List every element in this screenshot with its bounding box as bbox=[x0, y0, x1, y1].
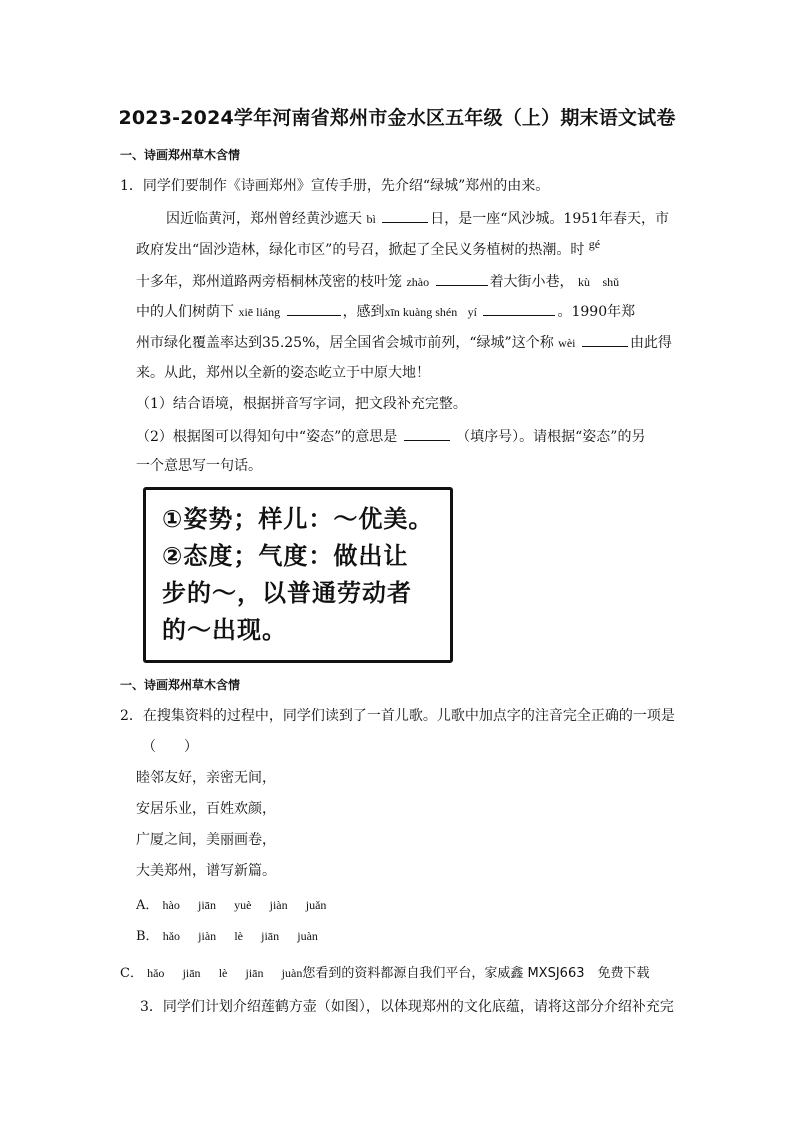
pinyin-yi: yí bbox=[467, 305, 478, 319]
q1-text: 州市绿化覆盖率达到35.25%，居全国省会城市前列，“绿城”这个称 bbox=[136, 335, 554, 351]
source-notice: 您看到的资料都源自我们平台，家威鑫 MXSJ663 免费下载 bbox=[302, 966, 650, 981]
choice-c[interactable] bbox=[120, 962, 649, 981]
q1-passage-line-1 bbox=[166, 208, 669, 229]
q1-text: 日，是一座“风沙城。1951年春天，市 bbox=[430, 211, 670, 227]
q1-text: 政府发出“固沙造林，绿化市区”的号召，掀起了全民义务植树的热潮。时 bbox=[136, 242, 585, 258]
pinyin-ge: gé bbox=[588, 237, 601, 251]
q1-text: ，感到 bbox=[342, 304, 385, 320]
q1-text: 由此得 bbox=[629, 335, 672, 351]
poem-line: 广厦之间，美丽画卷， bbox=[136, 832, 276, 848]
q2-answer-paren[interactable]: （ ） bbox=[142, 739, 198, 755]
poem-line: 安居乐业，百姓欢颜， bbox=[136, 801, 276, 817]
q2-stem: 2．在搜集资料的过程中，同学们读到了一首儿歌。儿歌中加点字的注音完全正确的一项是 bbox=[120, 708, 675, 724]
pinyin-bi: bì bbox=[366, 212, 376, 226]
q1-passage-line-6: 来。从此，郑州以全新的姿态屹立于中原大地！ bbox=[136, 365, 430, 381]
choice-pinyin: jiàn bbox=[269, 898, 288, 912]
section-heading-2: 一、诗画郑州草木含情 bbox=[120, 678, 241, 692]
choice-pinyin: juǎn bbox=[305, 898, 327, 912]
choice-pinyin: jiān bbox=[182, 966, 201, 980]
choice-pinyin: hào bbox=[162, 898, 180, 912]
choice-pinyin: juàn bbox=[297, 929, 318, 943]
choice-pinyin: jiān bbox=[198, 898, 216, 912]
poem-line: 大美郑州，谱写新篇。 bbox=[136, 863, 276, 879]
pinyin-ku: kù bbox=[578, 275, 591, 289]
pinyin-xinkuangshen: xīn kuàng shén bbox=[384, 305, 458, 319]
answer-blank-bi[interactable] bbox=[382, 208, 428, 223]
q1-stem: 1．同学们要制作《诗画郑州》宣传手册，先介绍“绿城”郑州的由来。 bbox=[120, 178, 550, 194]
choice-pinyin: jiān bbox=[245, 966, 264, 980]
q1-text: 因近临黄河，郑州曾经黄沙遮天 bbox=[166, 211, 362, 227]
q1-passage-line-4 bbox=[136, 301, 635, 322]
choice-label: A． bbox=[136, 898, 159, 913]
definition-line: ①姿势；样儿：～优美。 bbox=[162, 505, 434, 533]
q1-subquestion-2 bbox=[136, 426, 645, 447]
q1-text: 十多年，郑州道路两旁梧桐林茂密的枝叶笼 bbox=[136, 274, 402, 290]
choice-pinyin: lè bbox=[234, 929, 243, 943]
choice-pinyin: hǎo bbox=[147, 966, 165, 980]
definition-line: ②态度；气度：做出让 bbox=[162, 542, 409, 570]
pinyin-shu: shǔ bbox=[602, 275, 620, 289]
choice-pinyin: hǎo bbox=[162, 929, 181, 943]
choice-label: B． bbox=[136, 929, 159, 944]
pinyin-xieliang: xiē liáng bbox=[238, 305, 281, 319]
answer-blank-xieliang[interactable] bbox=[287, 301, 341, 316]
q1-subquestion-2-cont: 一个意思写一句话。 bbox=[136, 458, 262, 474]
q1-passage-line-5 bbox=[136, 332, 672, 353]
definition-line: 的～出现。 bbox=[162, 616, 287, 644]
q1-passage-line-3 bbox=[136, 271, 619, 292]
answer-blank-wei[interactable] bbox=[582, 332, 628, 347]
choice-pinyin: juàn bbox=[281, 966, 303, 980]
answer-blank-zhao[interactable] bbox=[436, 271, 488, 286]
choice-pinyin: yuè bbox=[234, 898, 252, 912]
answer-blank-xinkuangshenyi[interactable] bbox=[483, 301, 555, 316]
exam-title: 2023-2024学年河南省郑州市金水区五年级（上）期末语文试卷 bbox=[118, 107, 676, 129]
definition-figure bbox=[143, 487, 453, 663]
section-heading-1: 一、诗画郑州草木含情 bbox=[120, 148, 241, 162]
pinyin-zhao: zhào bbox=[406, 275, 430, 289]
answer-blank-sub2[interactable] bbox=[404, 426, 450, 441]
q1-text: 。1990年郑 bbox=[557, 304, 636, 320]
pinyin-wei: wèi bbox=[558, 336, 576, 350]
choice-pinyin: jiān bbox=[261, 929, 280, 943]
choice-pinyin: jiàn bbox=[198, 929, 217, 943]
q1-text: 着大街小巷， bbox=[489, 274, 574, 290]
q1-sub2-text: （填序号）。请根据“姿态”的另 bbox=[456, 429, 646, 445]
poem-line: 睦邻友好，亲密无间， bbox=[136, 770, 276, 786]
definition-line: 步的～，以普通劳动者 bbox=[162, 579, 412, 607]
choice-b[interactable] bbox=[136, 925, 318, 944]
q1-text: 中的人们树荫下 bbox=[136, 304, 234, 320]
choice-label: C． bbox=[120, 966, 143, 981]
q1-subquestion-1: （1）结合语境，根据拼音写字词，把文段补充完整。 bbox=[136, 396, 467, 412]
q1-sub2-text: （2）根据图可以得知句中“姿态”的意思是 bbox=[136, 429, 398, 445]
q1-passage-line-2 bbox=[136, 237, 601, 260]
choice-a[interactable] bbox=[136, 894, 326, 913]
q3-stem: 3．同学们计划介绍莲鹤方壶（如图），以体现郑州的文化底蕴，请将这部分介绍补充完 bbox=[140, 999, 674, 1015]
choice-pinyin: lè bbox=[218, 966, 228, 980]
